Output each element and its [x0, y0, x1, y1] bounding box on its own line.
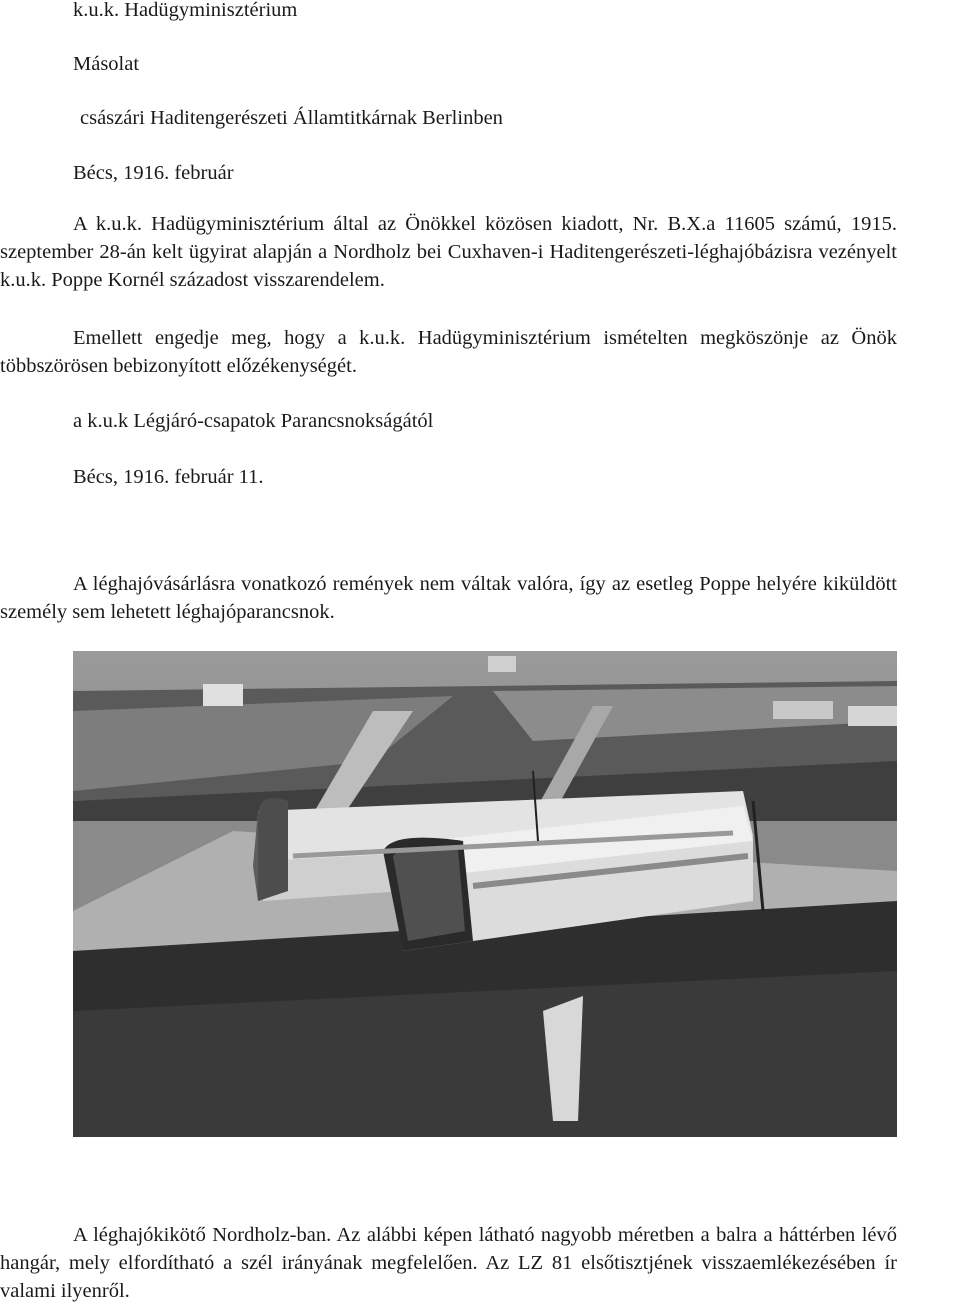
recipient-line: császári Haditengerészeti Államtitkárnak Berlinben — [80, 107, 503, 129]
sender-line: k.u.k. Hadügyminisztérium — [73, 0, 298, 21]
letter-paragraph-1: A k.u.k. Hadügyminisztérium által az Önökkel közösen kiadott, Nr. B.X.a 11605 számú, 1915. szeptember 28-án kelt ügyirat alapján a Nordholz bei Cuxhaven-i Haditengerészeti-léghajóbázisra vezényelt k.u.k. Poppe Kornél századost visszarendelem. — [0, 213, 897, 291]
place-date-line: Bécs, 1916. február — [73, 162, 234, 184]
signature-date: Bécs, 1916. február 11. — [73, 466, 264, 488]
signature-line: a k.u.k Légjáró-csapatok Parancsnokságától — [73, 410, 434, 432]
copy-label: Másolat — [73, 53, 140, 75]
airship-base-photo — [73, 651, 897, 1137]
photo-caption: A léghajókikötő Nordholz-ban. Az alábbi képen látható nagyobb méretben a balra a háttérben lévő hangár, mely elfordítható a szél irányának megfelelően. Az LZ 81 elsőtisztjének visszaemlékezésében ír valami ilyenről. — [0, 1224, 897, 1302]
note-paragraph: A léghajóvásárlásra vonatkozó remények nem váltak valóra, így az esetleg Poppe helyére kiküldött személy sem lehetett léghajóparancsnok. — [0, 573, 897, 623]
letter-paragraph-2: Emellett engedje meg, hogy a k.u.k. Hadügyminisztérium ismételten megköszönje az Önök többszörösen bebizonyított előzékenységét. — [0, 327, 897, 377]
